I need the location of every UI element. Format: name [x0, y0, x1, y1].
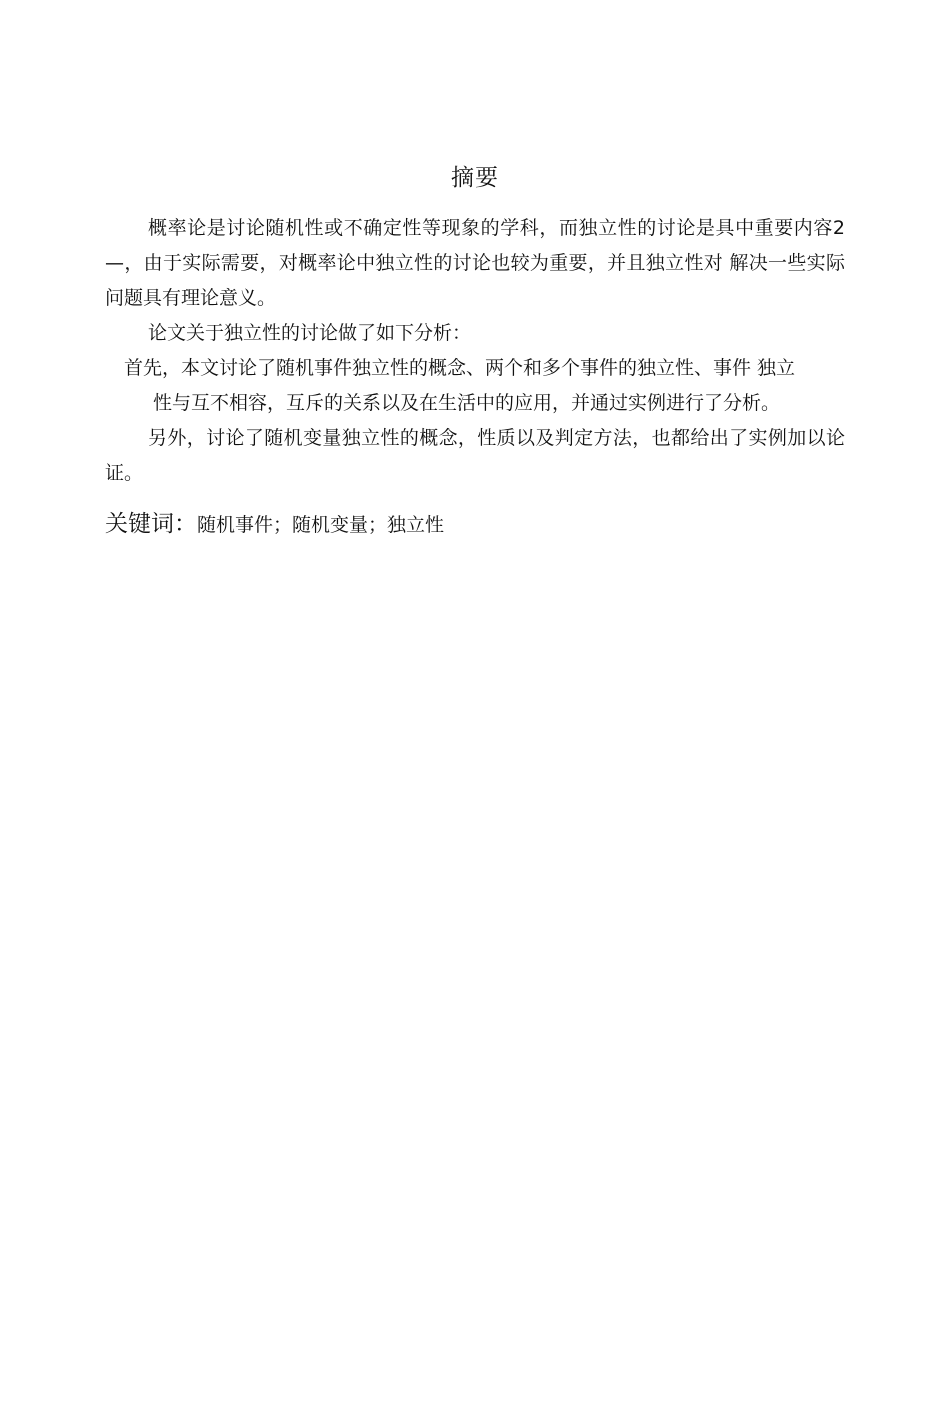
abstract-paragraph-2: 论文关于独立性的讨论做了如下分析：	[148, 322, 472, 344]
keywords-label: 关键词：	[105, 511, 197, 537]
abstract-paragraph-1: 概率论是讨论随机性或不确定性等现象的学科，而独立性的讨论是具中重要内容2—，由于实际需要，对概率论中独立性的讨论也较为重要，并且独立性对 解决一些实际问题具有理论意义。	[105, 217, 845, 309]
keywords-line	[105, 505, 845, 545]
abstract-paragraph-3	[105, 351, 845, 421]
abstract-paragraph-4: 另外，讨论了随机变量独立性的概念，性质以及判定方法，也都给出了实例加以论证。	[105, 427, 845, 484]
abstract-title: 摘要	[451, 165, 499, 191]
abstract-paragraph-3-line-1: 首先，本文讨论了随机事件独立性的概念、两个和多个事件的独立性、事件 独立	[124, 357, 796, 379]
abstract-paragraph-3-line-2: 性与互不相容，互斥的关系以及在生活中的应用，并通过实例进行了分析。	[153, 392, 781, 414]
keywords-list: 随机事件；随机变量；独立性	[197, 514, 445, 536]
